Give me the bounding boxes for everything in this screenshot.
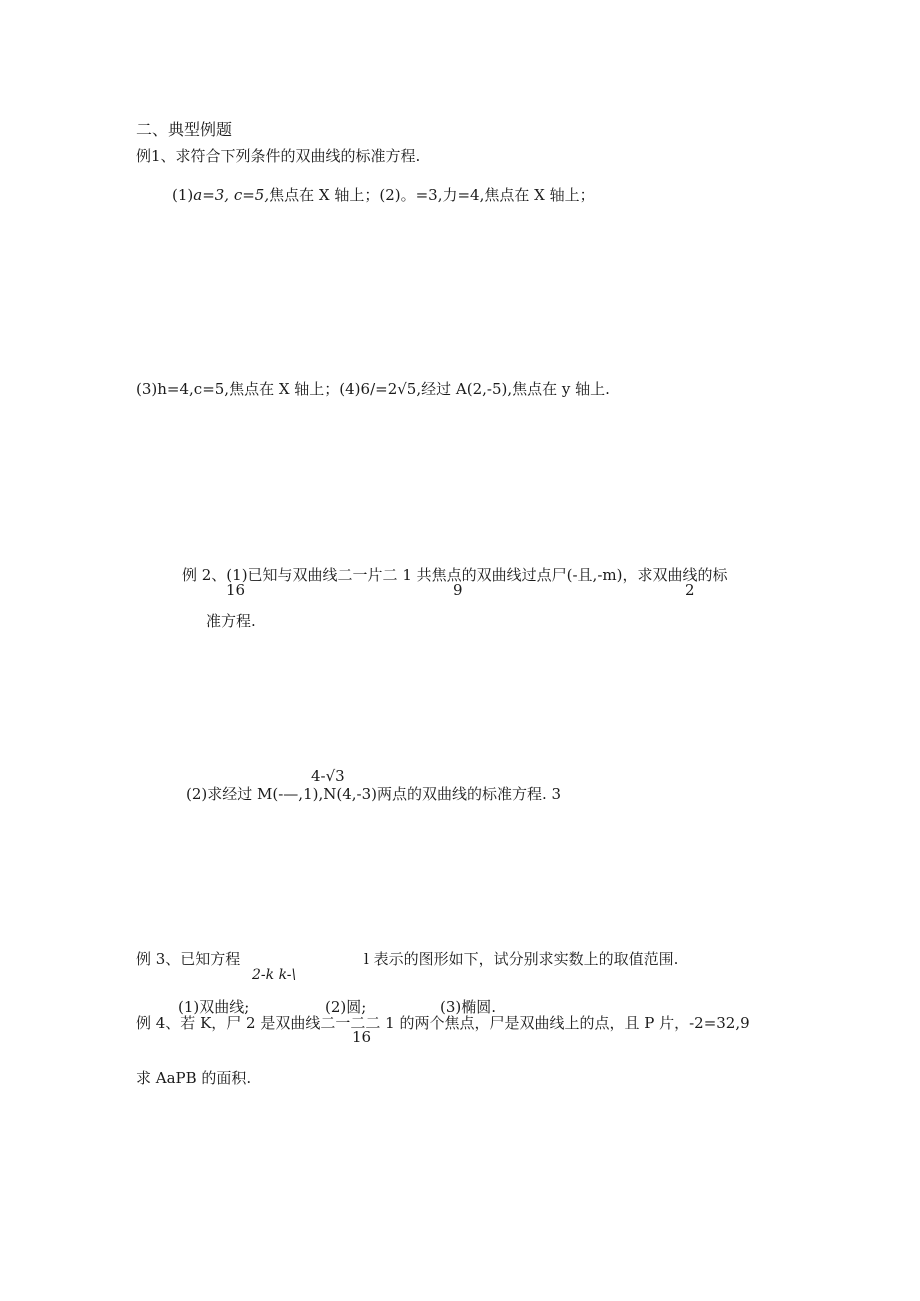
example-1-parts-1-2: [172, 186, 595, 204]
example-4-line-1: 例 4、若 K，尸 2 是双曲线二一二二 1 的两个焦点，尸是双曲线上的点，且 P 片，-2=32,9: [136, 1014, 750, 1032]
example-3-title: 例 3、已知方程: [136, 950, 241, 968]
example-1-title: 例1、求符合下列条件的双曲线的标准方程.: [136, 147, 421, 165]
part-1-values: a=3, c=5,: [193, 186, 270, 204]
example-2-denominator-2: 2: [685, 581, 695, 599]
section-title: 二、典型例题: [136, 120, 233, 139]
example-3-tail: l 表示的图形如下，试分别求实数上的取值范围.: [364, 950, 679, 968]
example-2-part-2: (2)求经过 M(-—,1),N(4,-3)两点的双曲线的标准方程. 3: [186, 785, 562, 803]
example-3-option-1: (1)双曲线;: [178, 998, 250, 1016]
example-1-parts-3-4: (3)h=4,c=5,焦点在 X 轴上；(4)6/=2√5,经过 A(2,-5),焦点在 y 轴上.: [136, 380, 610, 398]
example-3-option-2: (2)圆;: [325, 998, 367, 1016]
example-3-denominators: 2-k k-\: [252, 967, 297, 983]
example-4-line-2: 求 AaPB 的面积.: [136, 1069, 252, 1087]
example-3-option-3: (3)椭圆.: [440, 998, 497, 1016]
part-1-2-text: 焦点在 X 轴上；(2)。=3,力=4,焦点在 X 轴上；: [269, 186, 595, 204]
example-2-line-2: 准方程.: [206, 612, 256, 630]
example-2-denominator-9: 9: [453, 581, 463, 599]
example-2-line-1: 例 2、(1)已知与双曲线二一片二 1 共焦点的双曲线过点尸(-且,-m)，求双曲线的标: [182, 566, 728, 584]
example-2-part-2-numerator: 4-√3: [311, 767, 345, 785]
example-4-denominator-16: 16: [352, 1028, 372, 1046]
example-2-denominator-16: 16: [226, 581, 246, 599]
part-label: (1): [172, 186, 194, 204]
